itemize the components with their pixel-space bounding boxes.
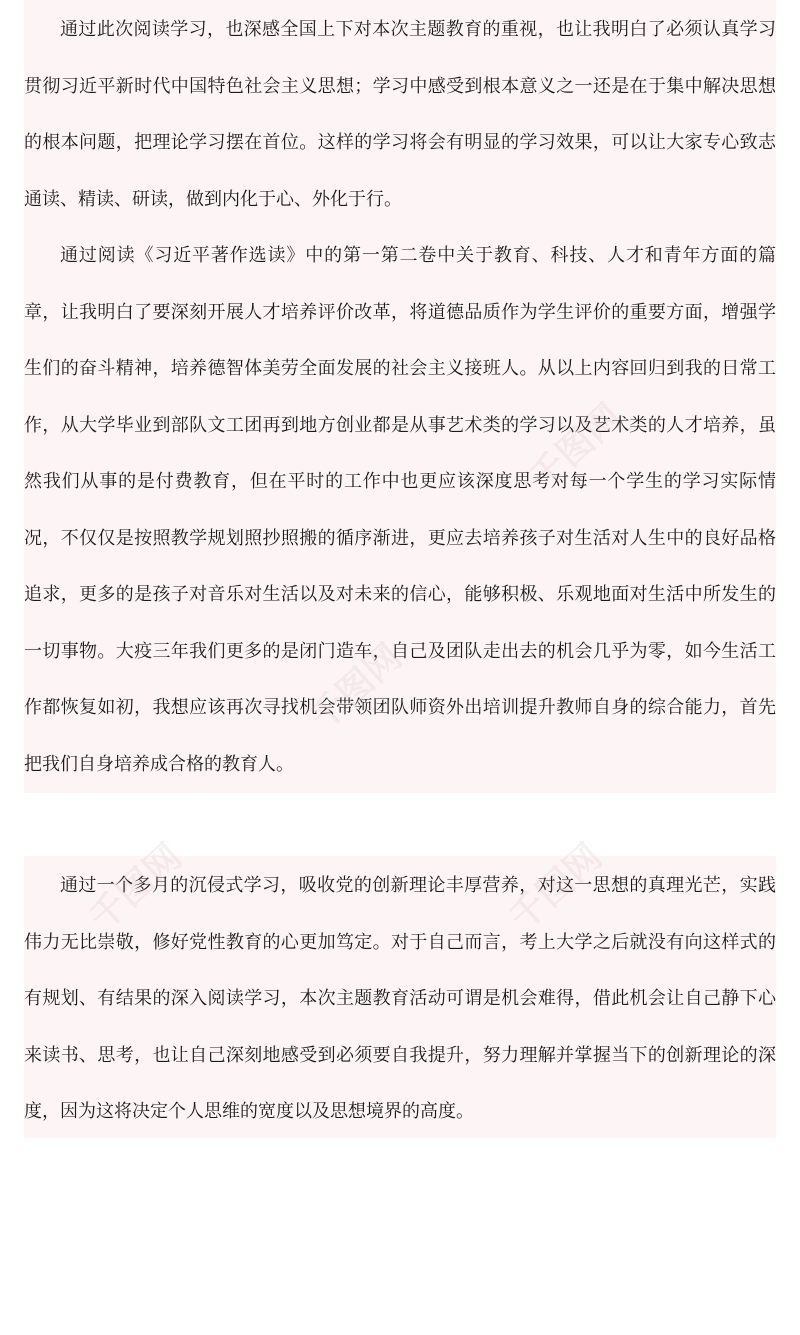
text-panel-2	[24, 856, 776, 1138]
paragraph: 通过阅读《习近平著作选读》中的第一第二卷中关于教育、科技、人才和青年方面的篇章，让我明白了要深刻开展人才培养评价改革，将道德品质作为学生评价的重要方面，增强学生们的奋斗精神，培养德智体美劳全面发展的社会主义接班人。从以上内容回归到我的日常工作，从大学毕业到部队文工团再到地方创业都是从事艺术类的学习以及艺术类的人才培养，虽然我们从事的是付费教育，但在平时的工作中也更应该深度思考对每一个学生的学习实际情况，不仅仅是按照教学规划照抄照搬的循序渐进，更应去培养孩子对生活对人生中的良好品格追求，更多的是孩子对音乐对生活以及对未来的信心，能够积极、乐观地面对生活中所发生的一切事物。大疫三年我们更多的是闭门造车，自己及团队走出去的机会几乎为零，如今生活工作都恢复如初，我想应该再次寻找机会带领团队师资外出培训提升教师自身的综合能力，首先把我们自身培养成合格的教育人。	[24, 245, 776, 775]
text-panel-1	[24, 0, 776, 793]
paragraph: 通过一个多月的沉侵式学习，吸收党的创新理论丰厚营养，对这一思想的真理光芒，实践伟力无比崇敬，修好党性教育的心更加笃定。对于自己而言，考上大学之后就没有向这样式的有规划、有结果的深入阅读学习，本次主题教育活动可谓是机会难得，借此机会让自己静下心来读书、思考，也让自己深刻地感受到必须要自我提升，努力理解并掌握当下的创新理论的深度，因为这将决定个人思维的宽度以及思想境界的高度。	[24, 875, 776, 1122]
paragraph: 通过此次阅读学习，也深感全国上下对本次主题教育的重视，也让我明白了必须认真学习贯彻习近平新时代中国特色社会主义思想；学习中感受到根本意义之一还是在于集中解决思想的根本问题，把理论学习摆在首位。这样的学习将会有明显的学习效果，可以让大家专心致志通读、精读、研读，做到内化于心、外化于行。	[24, 19, 776, 210]
